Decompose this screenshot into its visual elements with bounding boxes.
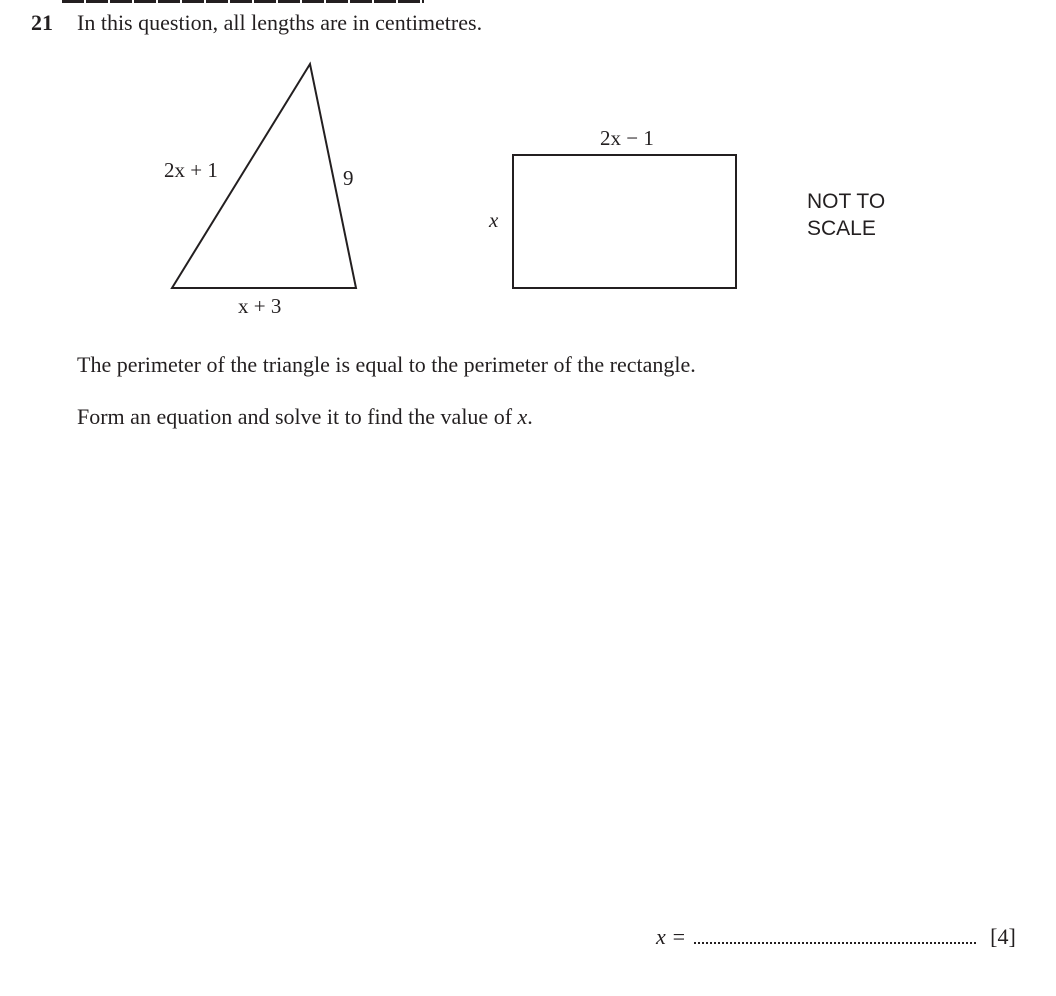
question-intro: In this question, all lengths are in centimetres. <box>77 10 483 35</box>
instruction-text <box>77 404 533 430</box>
scale-note-line-2: SCALE <box>807 217 876 240</box>
triangle-left-side-label: 2x + 1 <box>164 158 218 182</box>
question-number: 21 <box>31 10 53 35</box>
answer-prefix: x = <box>656 924 687 949</box>
answer-blank[interactable] <box>694 926 976 944</box>
scale-note-line-1: NOT TO <box>807 190 886 213</box>
instruction-variable: x <box>517 404 528 429</box>
answer-line <box>656 924 1016 950</box>
marks-label: [4] <box>990 924 1016 949</box>
rectangle-shape <box>513 155 736 288</box>
rectangle-left-label: x <box>489 208 499 232</box>
instruction-suffix: . <box>527 404 533 429</box>
not-to-scale-note <box>807 188 885 242</box>
triangle-base-label: x + 3 <box>238 294 282 318</box>
rectangle-top-label: 2x − 1 <box>600 126 654 150</box>
instruction-prefix: Form an equation and solve it to find the value of <box>77 404 518 429</box>
perimeter-statement: The perimeter of the triangle is equal to the perimeter of the rectangle. <box>77 352 696 377</box>
triangle-right-side-label: 9 <box>343 166 354 190</box>
